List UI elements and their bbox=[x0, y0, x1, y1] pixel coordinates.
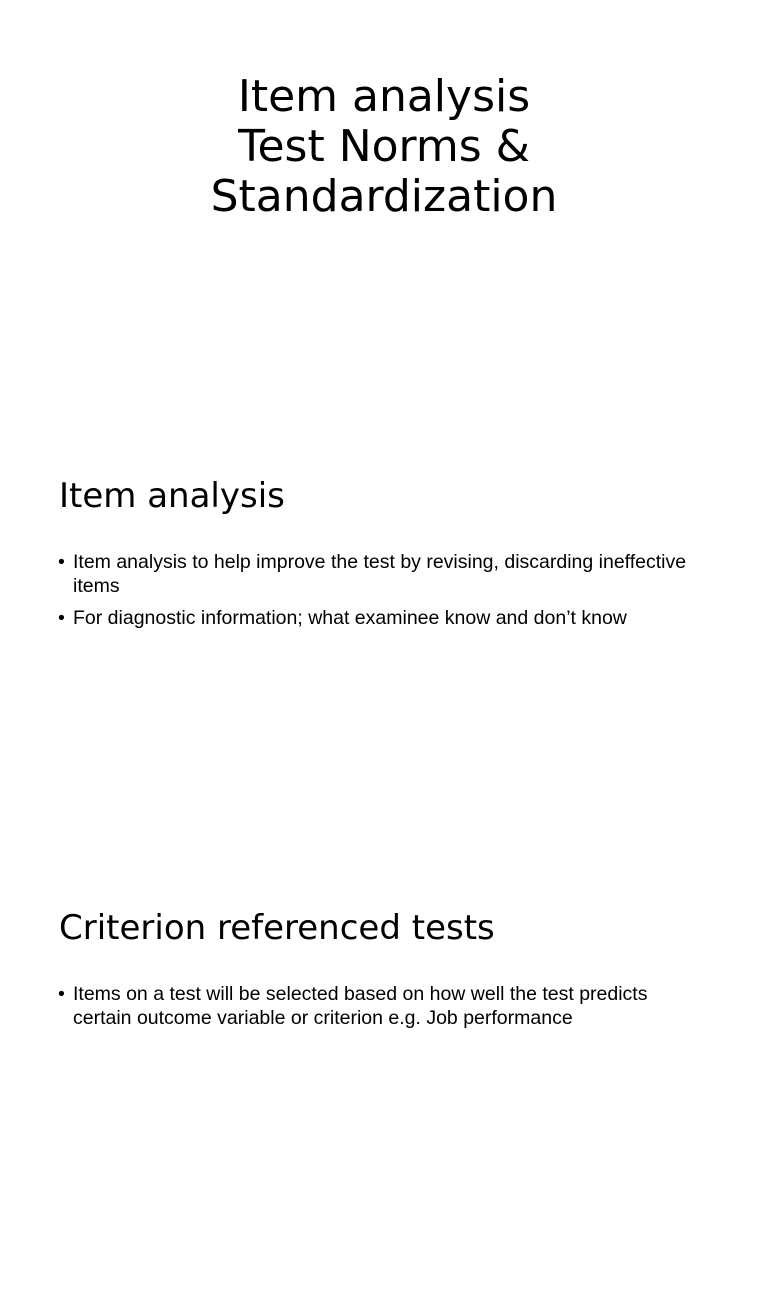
bullet-item bbox=[58, 606, 688, 630]
title-line-2: Test Norms & bbox=[238, 121, 530, 172]
slide-heading: Item analysis bbox=[59, 476, 285, 516]
bullet-text: Item analysis to help improve the test by revising, discarding ineffective items bbox=[73, 551, 687, 597]
bullet-item bbox=[58, 982, 688, 1030]
title-line-3: Standardization bbox=[210, 171, 558, 222]
title-slide bbox=[0, 0, 768, 432]
criterion-referenced-slide bbox=[0, 864, 768, 1296]
title-line-1: Item analysis bbox=[237, 71, 531, 122]
slide-heading: Criterion referenced tests bbox=[59, 908, 495, 948]
bullet-item bbox=[58, 550, 688, 598]
presentation-title bbox=[0, 72, 768, 222]
bullet-text: Items on a test will be selected based on how well the test predicts certain outcome variable or criterion e.g. Job performance bbox=[73, 983, 648, 1029]
bullet-list bbox=[58, 982, 688, 1038]
bullet-list bbox=[58, 550, 688, 638]
bullet-icon: • bbox=[58, 551, 65, 573]
item-analysis-slide bbox=[0, 432, 768, 864]
bullet-text: For diagnostic information; what examinee know and don’t know bbox=[73, 607, 627, 629]
bullet-icon: • bbox=[58, 983, 65, 1005]
bullet-icon: • bbox=[58, 607, 65, 629]
